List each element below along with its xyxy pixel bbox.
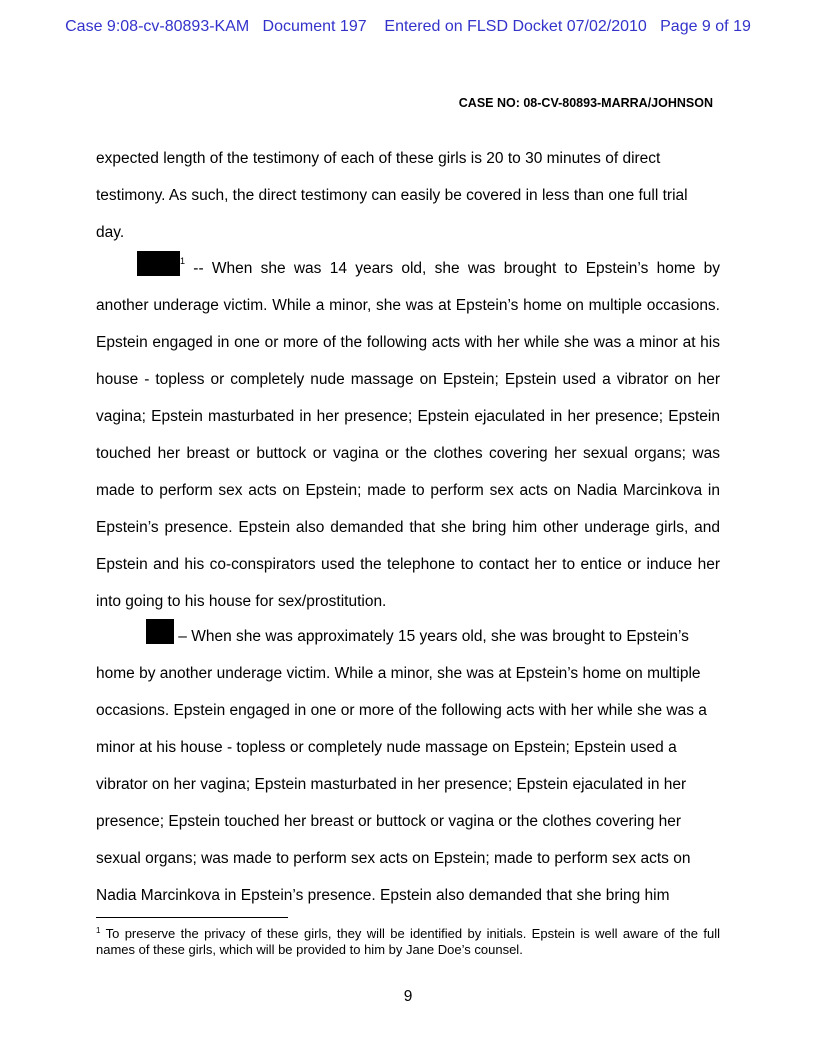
paragraph-victim-one-text: -- When she was 14 years old, she was brought to Epstein’s home by another underage victim. While a minor, she was at Epstein’s home on multiple occasions. Epstein engaged in one or more of the following acts with her while she was a minor at his house - topless or completely nude massage on Epstein; Epstein used a vibrator on her vagina; Epstein masturbated in her presence; Epstein ejaculated in her presence; Epstein touched her breast or buttock or vagina or the clothes covering her sexual organs; was made to perform sex acts on Epstein; made to perform sex acts on Nadia Marcinkova in Epstein’s presence. Epstein also demanded that she bring him other underage girls, and Epstein and his co-conspirators used the telephone to contact her to entice or induce her into going to his house for sex/prostitution. — [96, 260, 720, 610]
footnote-mark: 1 — [96, 926, 101, 935]
paragraph-victim-two-text: – When she was approximately 15 years old, she was brought to Epstein’s home by another underage victim. While a minor, she was at Epstein’s home on multiple occasions. Epstein engaged in one or more of the following acts with her while she was a minor at his house - topless or completely nude massage on Epstein; Epstein used a vibrator on her vagina; Epstein masturbated in her presence; Epstein ejaculated in her presence; Epstein touched her breast or buttock or vagina or the clothes covering her sexual organs; was made to perform sex acts on Epstein; made to perform sex acts on Nadia Marcinkova in Epstein’s presence. Epstein also demanded that she bring him — [96, 628, 707, 904]
page-number: 9 — [403, 988, 413, 1005]
redaction-box — [146, 619, 174, 644]
paragraph-continuation: expected length of the testimony of each of these girls is 20 to 30 minutes of direct testimony. As such, the direct testimony can easily be covered in less than one full trial day. — [96, 150, 688, 241]
footnote — [96, 926, 720, 958]
paragraph-victim-one — [96, 250, 720, 620]
case-number: CASE NO: 08-CV-80893-MARRA/JOHNSON — [458, 96, 713, 110]
paragraph-victim-two — [96, 618, 718, 914]
docket-header: Case 9:08-cv-80893-KAM Document 197 Entered on FLSD Docket 07/02/2010 Page 9 of 19 — [65, 18, 751, 35]
footnote-reference: 1 — [180, 256, 186, 266]
redaction-box — [137, 251, 180, 276]
footnote-text: To preserve the privacy of these girls, they will be identified by initials. Epstein is well aware of the full names of these girls, which will be provided to him by Jane Doe’s counsel. — [96, 926, 720, 957]
footnote-divider — [96, 917, 288, 918]
